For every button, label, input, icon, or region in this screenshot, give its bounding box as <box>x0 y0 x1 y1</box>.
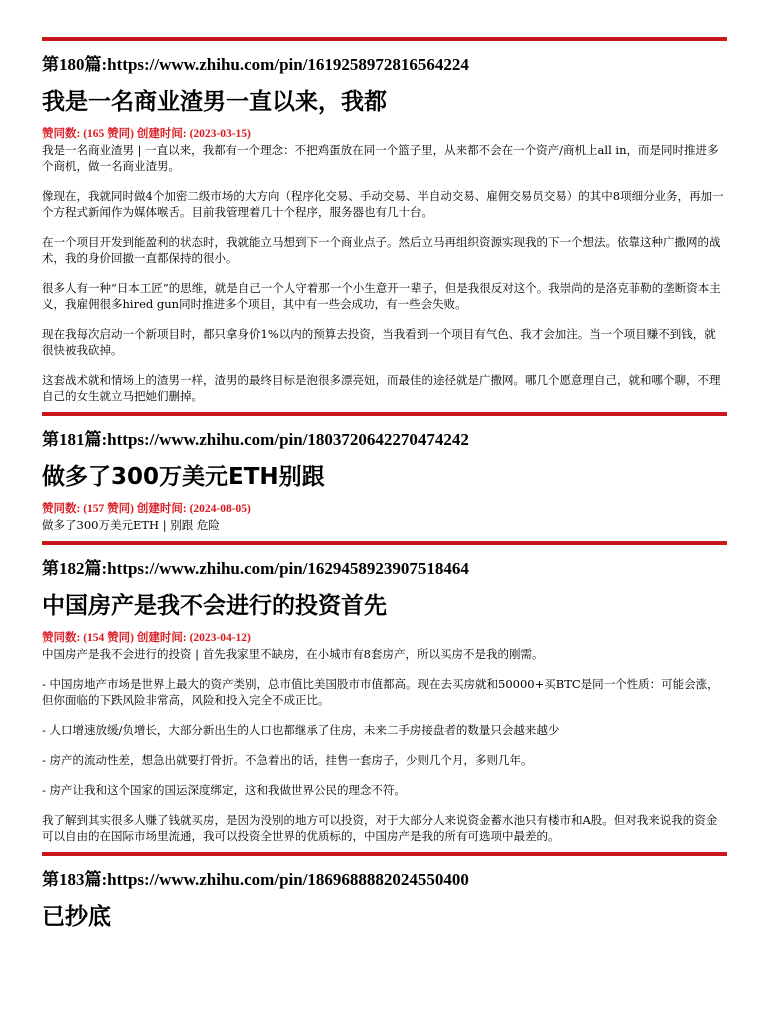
article-title: 中国房产是我不会进行的投资首先 <box>42 593 387 619</box>
paragraph: 我了解到其实很多人赚了钱就买房，是因为没别的地方可以投资，对于大部分人来说资金蓄水池只有楼市和A股。但对我来说我的资金可以自由的在国际市场里流通，我可以投资全世界的优质标的，中国房产是我的所有可选项中最差的。 <box>42 813 718 843</box>
paragraph: 这套战术就和情场上的渣男一样，渣男的最终目标是泡很多漂亮妞，而最佳的途径就是广撒网。哪几个愿意理自己，就和哪个聊，不理自己的女生就立马把她们删掉。 <box>42 373 721 403</box>
paragraph: 中国房产是我不会进行的投资 | 首先我家里不缺房，在小城市有8套房产，所以买房不是我的刚需。 <box>42 647 544 661</box>
paragraph: 像现在，我就同时做4个加密二级市场的大方向（程序化交易、手动交易、半自动交易、雇佣交易员交易）的其中8项细分业务，再加一个方程式新闻作为媒体喉舌。目前我管理着几十个程序，服务器也有几十台。 <box>42 189 724 219</box>
paragraph: 现在我每次启动一个新项目时，都只拿身价1%以内的预算去投资，当我看到一个项目有气色、我才会加注。当一个项目赚不到钱，就很快被我砍掉。 <box>42 327 716 357</box>
article-meta: 赞同数: (157 赞同) 创建时间: (2024-08-05) <box>42 503 251 515</box>
article-header[interactable]: 第182篇:https://www.zhihu.com/pin/1629458923907518464 <box>42 559 469 578</box>
article-header[interactable]: 第180篇:https://www.zhihu.com/pin/1619258972816564224 <box>42 55 469 74</box>
paragraph: - 房产的流动性差，想急出就要打骨折。不急着出的话，挂售一套房子，少则几个月，多则几年。 <box>42 753 533 767</box>
article-title: 做多了300万美元ETH别跟 <box>42 464 325 490</box>
article-title: 已抄底 <box>42 904 111 930</box>
document-page <box>42 0 727 932</box>
article-title: 我是一名商业渣男一直以来，我都 <box>42 89 387 115</box>
paragraph: 在一个项目开发到能盈利的状态时，我就能立马想到下一个商业点子。然后立马再组织资源实现我的下一个想法。依靠这种广撒网的战术，我的身价回撤一直都保持的很小。 <box>42 235 721 265</box>
paragraph: 我是一名商业渣男 | 一直以来，我都有一个理念：不把鸡蛋放在同一个篮子里，从来都不会在一个资产/商机上all in，而是同时推进多个商机，做一名商业渣男。 <box>42 143 719 173</box>
article-meta: 赞同数: (165 赞同) 创建时间: (2023-03-15) <box>42 128 251 140</box>
article-header[interactable]: 第183篇:https://www.zhihu.com/pin/1869688882024550400 <box>42 870 469 889</box>
article-header[interactable]: 第181篇:https://www.zhihu.com/pin/1803720642270474242 <box>42 430 469 449</box>
paragraph: 很多人有一种“日本工匠”的思维，就是自己一个人守着那一个小生意开一辈子，但是我很反对这个。我崇尚的是洛克菲勒的垄断资本主义，我雇佣很多hired gun同时推进多个项目，其中有一些会成功，有一些会失败。 <box>42 281 721 311</box>
paragraph: - 人口增速放缓/负增长，大部分新出生的人口也都继承了住房，未来二手房接盘者的数量只会越来越少 <box>42 723 560 737</box>
paragraph: - 中国房地产市场是世界上最大的资产类别，总市值比美国股市市值都高。现在去买房就和50000+买BTC是同一个性质：可能会涨，但你面临的下跌风险非常高，风险和投入完全不成正比。 <box>42 677 719 707</box>
paragraph: 做多了300万美元ETH | 别跟 危险 <box>42 518 220 532</box>
article-meta: 赞同数: (154 赞同) 创建时间: (2023-04-12) <box>42 632 251 644</box>
paragraph: - 房产让我和这个国家的国运深度绑定，这和我做世界公民的理念不符。 <box>42 783 407 797</box>
